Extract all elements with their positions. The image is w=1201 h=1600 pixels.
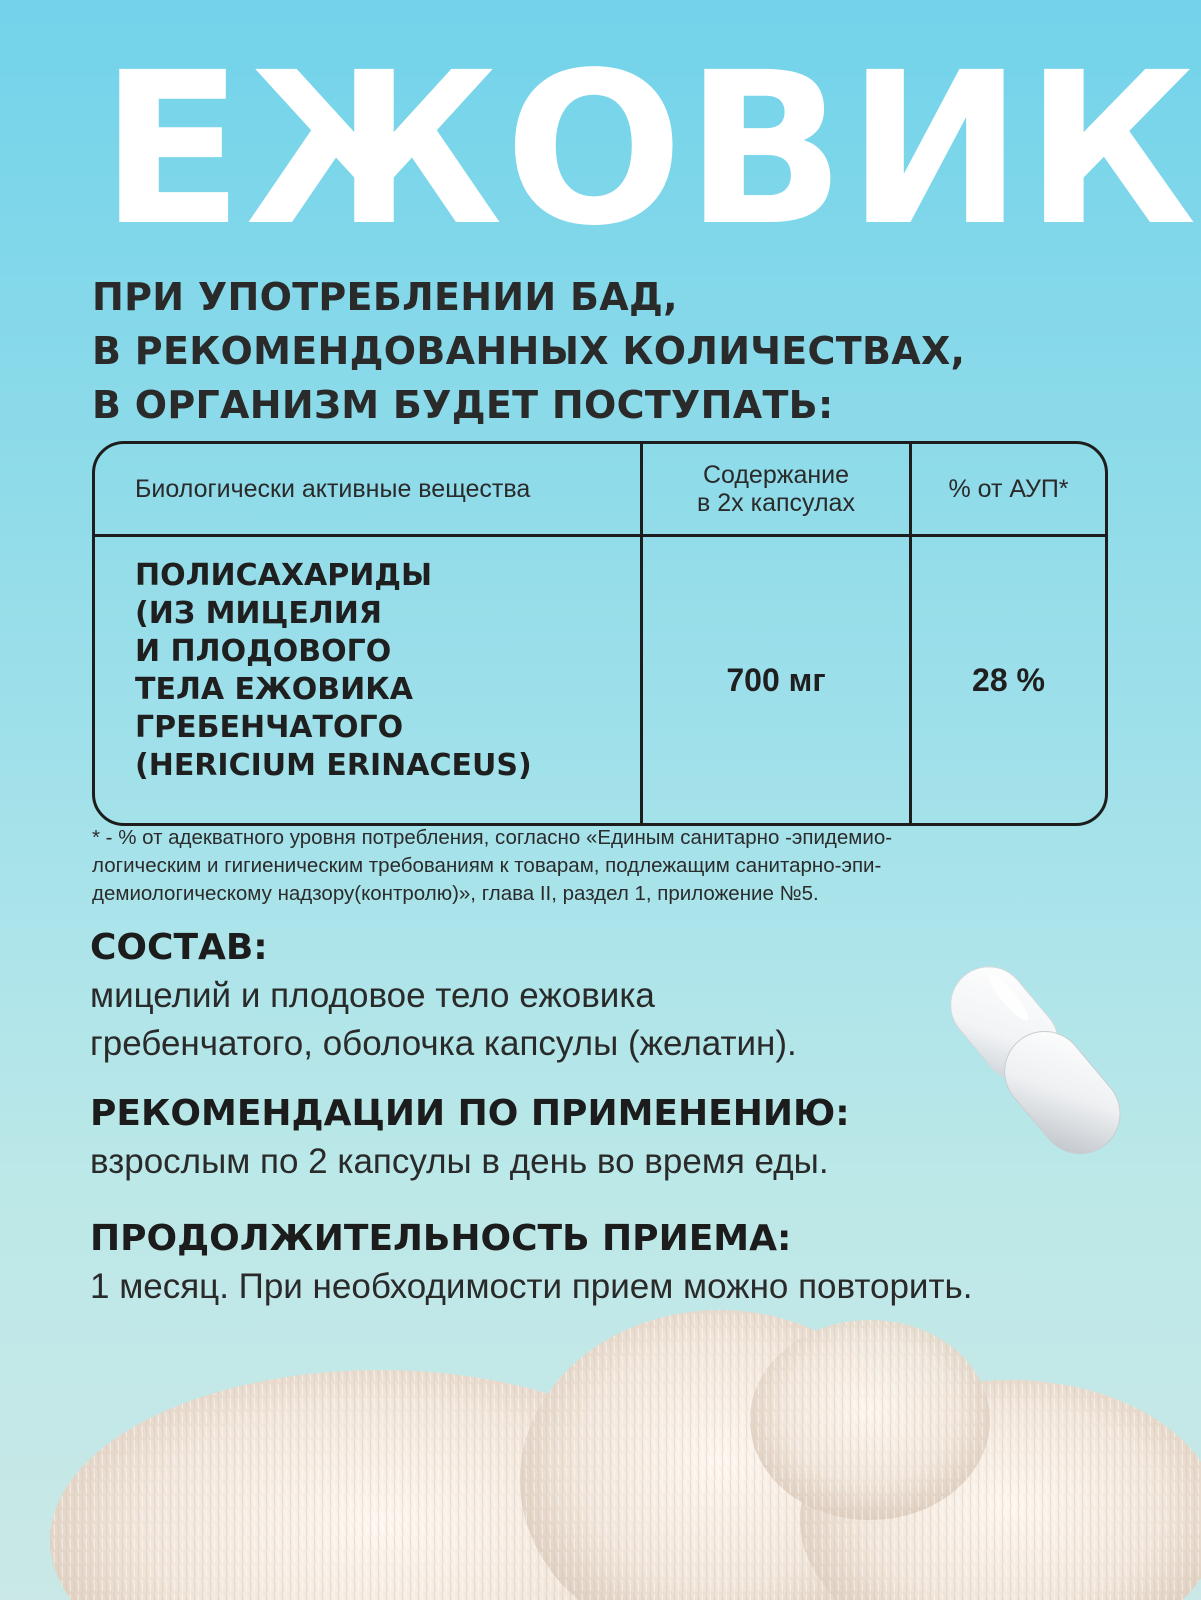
footnote — [92, 824, 1112, 908]
substance-line: И ПЛОДОВОГО — [135, 634, 392, 669]
intro-line-3: В ОРГАНИЗМ БУДЕТ ПОСТУПАТЬ: — [92, 383, 834, 427]
duration-text: 1 месяц. При необходимости прием можно повторить. — [90, 1267, 973, 1306]
intro-heading — [92, 270, 1092, 432]
mushroom-image — [0, 1270, 1201, 1600]
footnote-line-1: * - % от адекватного уровня потребления, согласно «Единым санитарно -эпидемио- — [92, 826, 893, 849]
intro-line-1: ПРИ УПОТРЕБЛЕНИИ БАД, — [92, 275, 678, 319]
substance-line: ТЕЛА ЕЖОВИКА — [135, 672, 413, 707]
header-percent: % от АУП* — [912, 444, 1105, 537]
percent-cell: 28 % — [972, 661, 1045, 698]
substance-line: ПОЛИСАХАРИДЫ — [135, 558, 433, 593]
usage-text: взрослым по 2 капсулы в день во время еды. — [90, 1142, 829, 1181]
capsule-image — [930, 960, 1140, 1160]
header-content-line-2: в 2х капсулах — [697, 489, 855, 517]
composition-line-1: мицелий и плодовое тело ежовика — [90, 976, 655, 1015]
header-substances: Биологически активные вещества — [95, 444, 643, 537]
header-content — [643, 444, 912, 537]
usage-heading: РЕКОМЕНДАЦИИ ПО ПРИМЕНЕНИЮ: — [90, 1093, 850, 1134]
substance-cell — [95, 537, 643, 823]
composition-heading: СОСТАВ: — [90, 927, 268, 968]
nutrition-table — [92, 441, 1108, 826]
table-header-row — [95, 444, 1105, 537]
substance-line: ГРЕБЕНЧАТОГО — [135, 710, 404, 745]
composition-line-2: гребенчатого, оболочка капсулы (желатин). — [90, 1024, 797, 1063]
table-row — [95, 537, 1105, 823]
duration-heading: ПРОДОЛЖИТЕЛЬНОСТЬ ПРИЕМА: — [90, 1218, 792, 1259]
footnote-line-3: демиологическому надзору(контролю)», глава II, раздел 1, приложение №5. — [92, 882, 819, 905]
intro-line-2: В РЕКОМЕНДОВАННЫХ КОЛИЧЕСТВАХ, — [92, 329, 966, 373]
header-content-line-1: Содержание — [702, 461, 850, 489]
footnote-line-2: логическим и гигиеническим требованиям к товарам, подлежащим санитарно-эпи- — [92, 854, 882, 877]
substance-line: (ИЗ МИЦЕЛИЯ — [135, 596, 382, 631]
substance-line: (HERICIUM ERINACEUS) — [135, 748, 532, 783]
product-title: ЕЖОВИК — [100, 27, 1199, 272]
amount-cell: 700 мг — [643, 537, 912, 823]
